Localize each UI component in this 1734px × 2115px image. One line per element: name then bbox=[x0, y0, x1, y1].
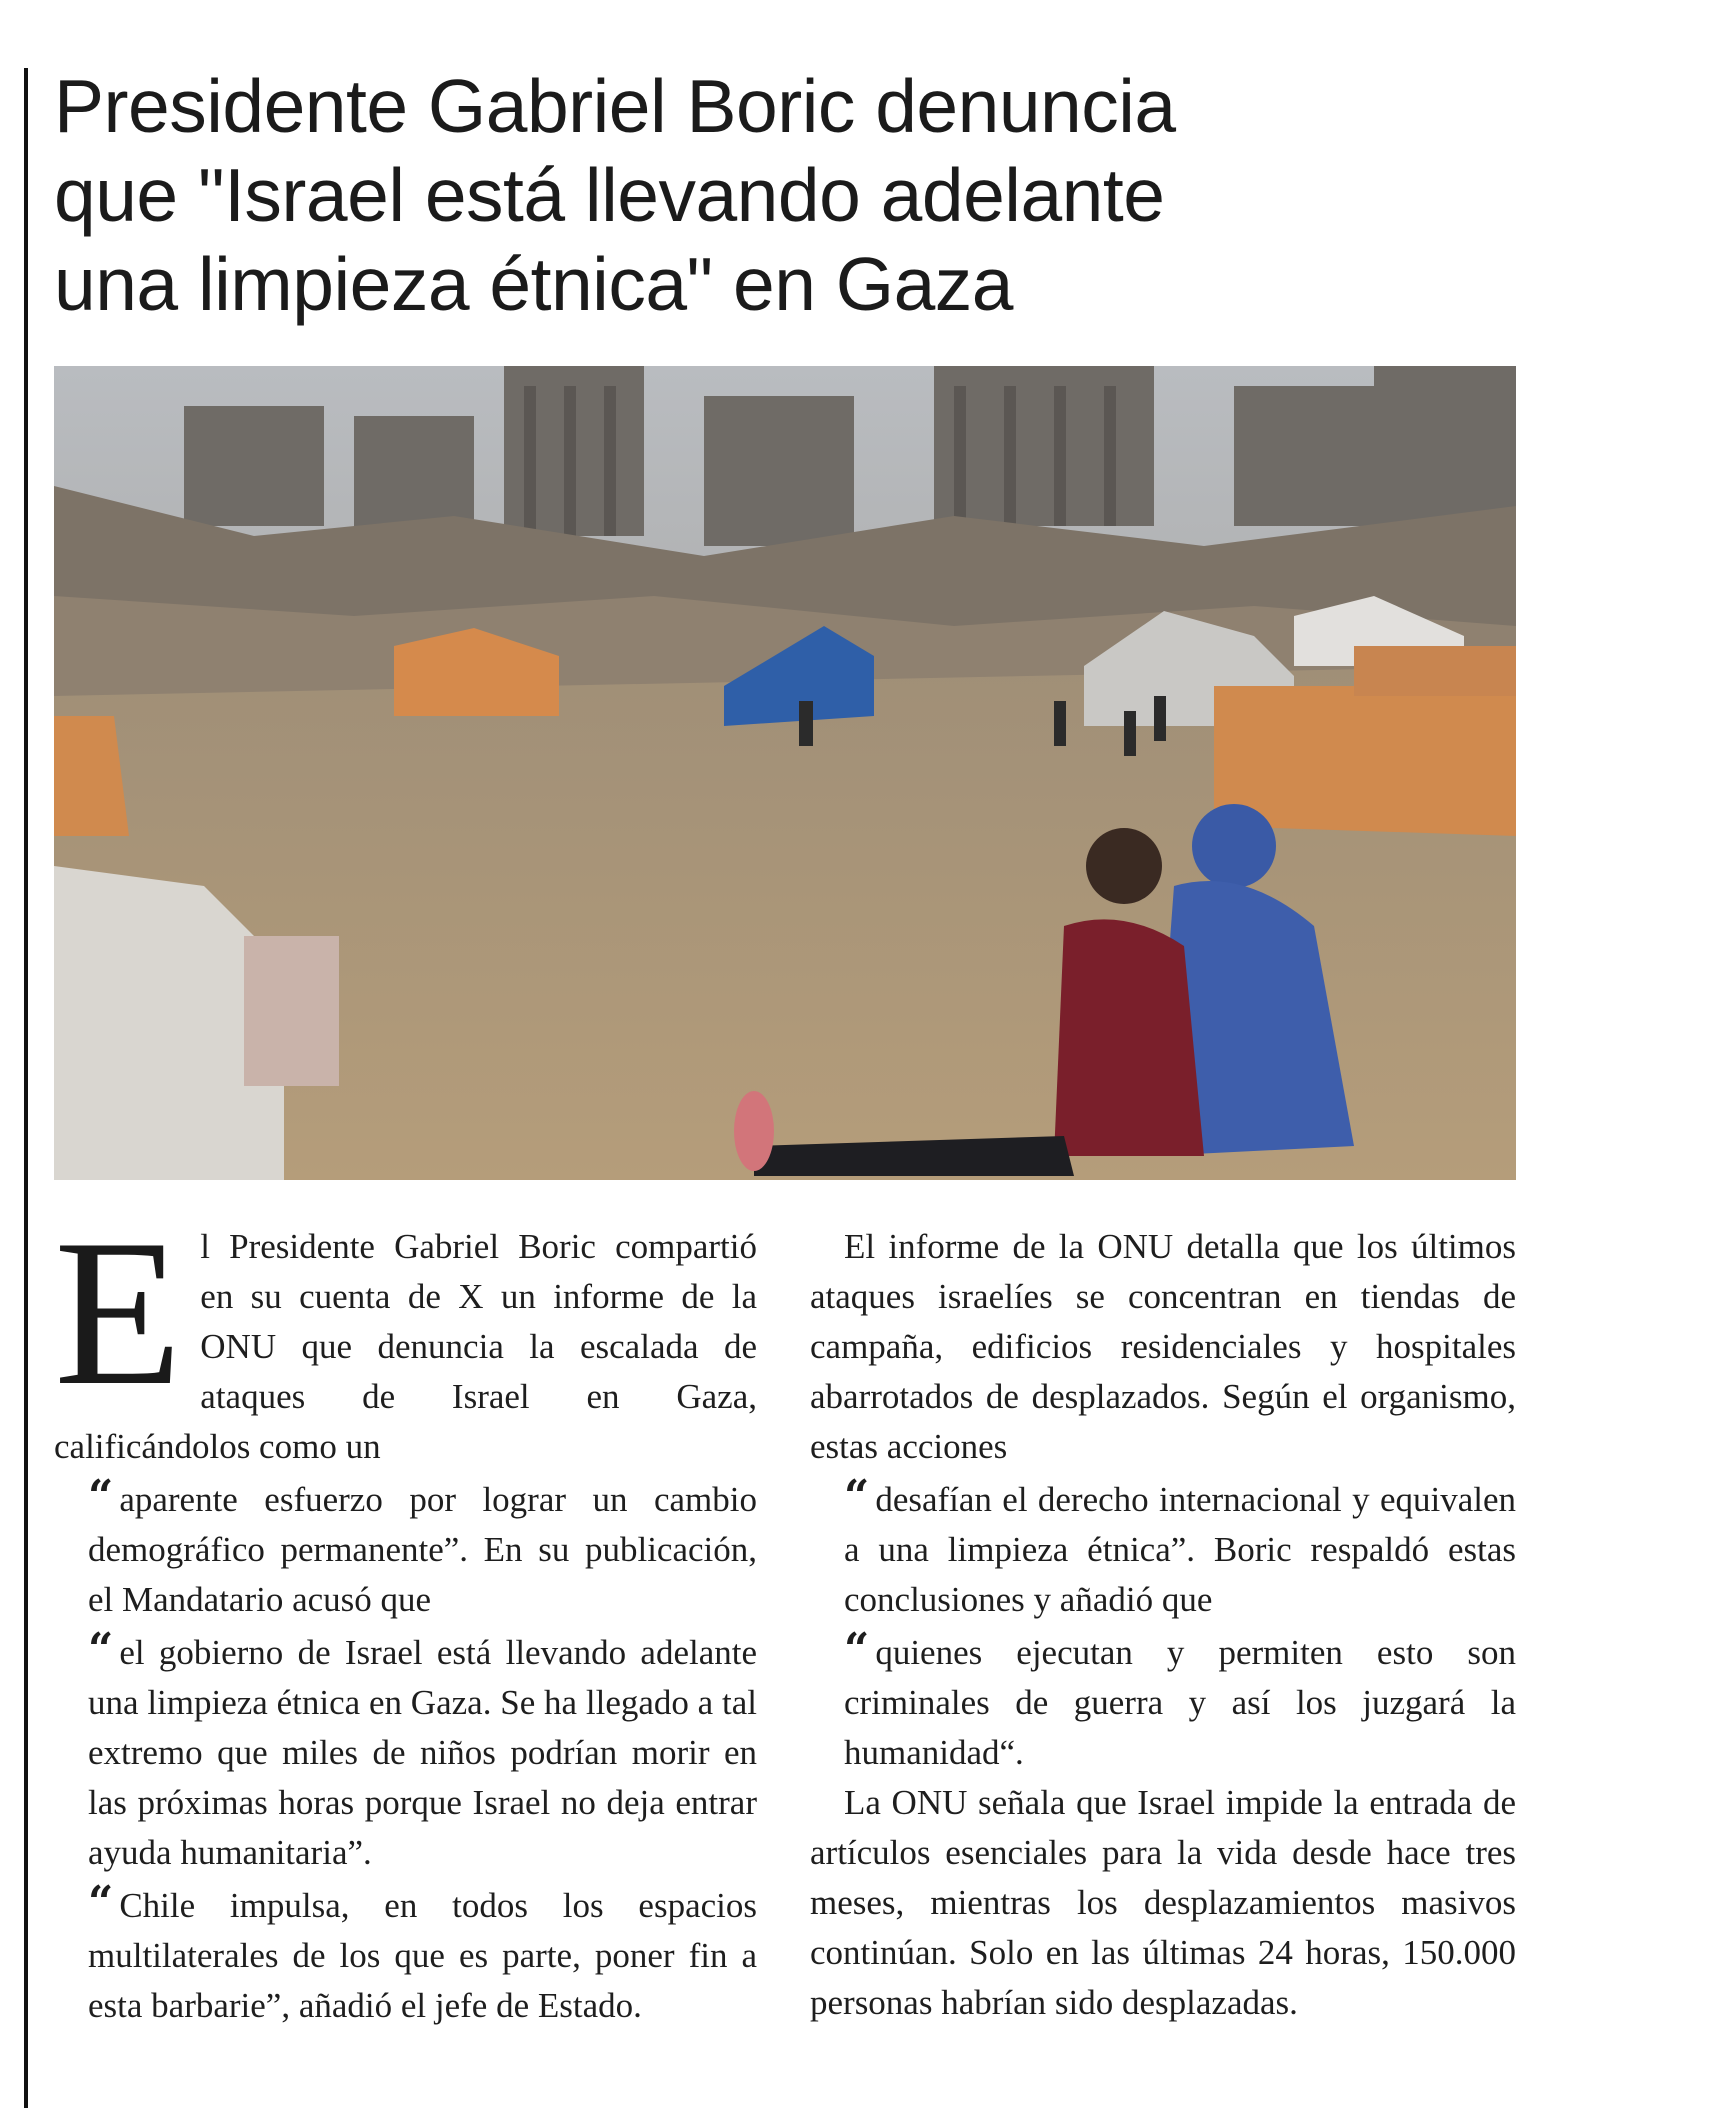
article-photo bbox=[54, 366, 1516, 1180]
quote-mark-icon: “ bbox=[88, 1877, 114, 1928]
headline-line-2: que "Israel está llevando adelante bbox=[54, 153, 1165, 237]
photo-icon bbox=[54, 366, 1516, 1180]
quote-mark-icon: “ bbox=[88, 1624, 114, 1675]
quote-mark-icon: “ bbox=[88, 1471, 114, 1522]
article-column-left bbox=[54, 1197, 757, 2031]
article-column-right bbox=[810, 1222, 1516, 2028]
body-paragraph: La ONU señala que Israel impide la entrada de artículos esenciales para la vida desde hace tres meses, mientras los desplazamientos masivos continúan. Solo en las últimas 24 horas, 150.000 personas habrían sido desplazadas. bbox=[810, 1783, 1516, 2022]
body-paragraph: El informe de la ONU detalla que los últimos ataques israelíes se concentran en tiendas de campaña, edificios residenciales y hospitales abarrotados de desplazados. Según el organismo, estas acciones bbox=[810, 1227, 1516, 1466]
headline-line-1: Presidente Gabriel Boric denuncia bbox=[54, 64, 1176, 148]
column-rule bbox=[24, 68, 28, 2108]
quote-block: “ el gobierno de Israel está llevando adelante una limpieza étnica en Gaza. Se ha llegado a tal extremo que miles de niños podrían morir en las próximas horas porque Israel no deja entrar ayuda humanitaria”. bbox=[88, 1624, 757, 1872]
quote-mark-icon: “ bbox=[844, 1624, 870, 1675]
headline-line-3: una limpieza étnica" en Gaza bbox=[54, 242, 1014, 326]
quote-block: “ desafían el derecho internacional y equivalen a una limpieza étnica”. Boric respaldó estas conclusiones y añadió que bbox=[844, 1471, 1516, 1619]
quote-block: “ quienes ejecutan y permiten esto son criminales de guerra y así los juzgará la humanidad“. bbox=[844, 1624, 1516, 1772]
drop-cap: E bbox=[54, 1197, 183, 1429]
quote-mark-icon: “ bbox=[844, 1471, 870, 1522]
quote-block: “ aparente esfuerzo por lograr un cambio demográfico permanente”. En su publicación, el Mandatario acusó que bbox=[88, 1471, 757, 1619]
headline bbox=[54, 62, 1474, 329]
quote-block: “ Chile impulsa, en todos los espacios multilaterales de los que es parte, poner fin a esta barbarie”, añadió el jefe de Estado. bbox=[88, 1877, 757, 2025]
intro-paragraph: El Presidente Gabriel Boric compartió en su cuenta de X un informe de la ONU que denuncia la escalada de ataques de Israel en Gaza, calificándolos como un bbox=[54, 1197, 757, 1466]
